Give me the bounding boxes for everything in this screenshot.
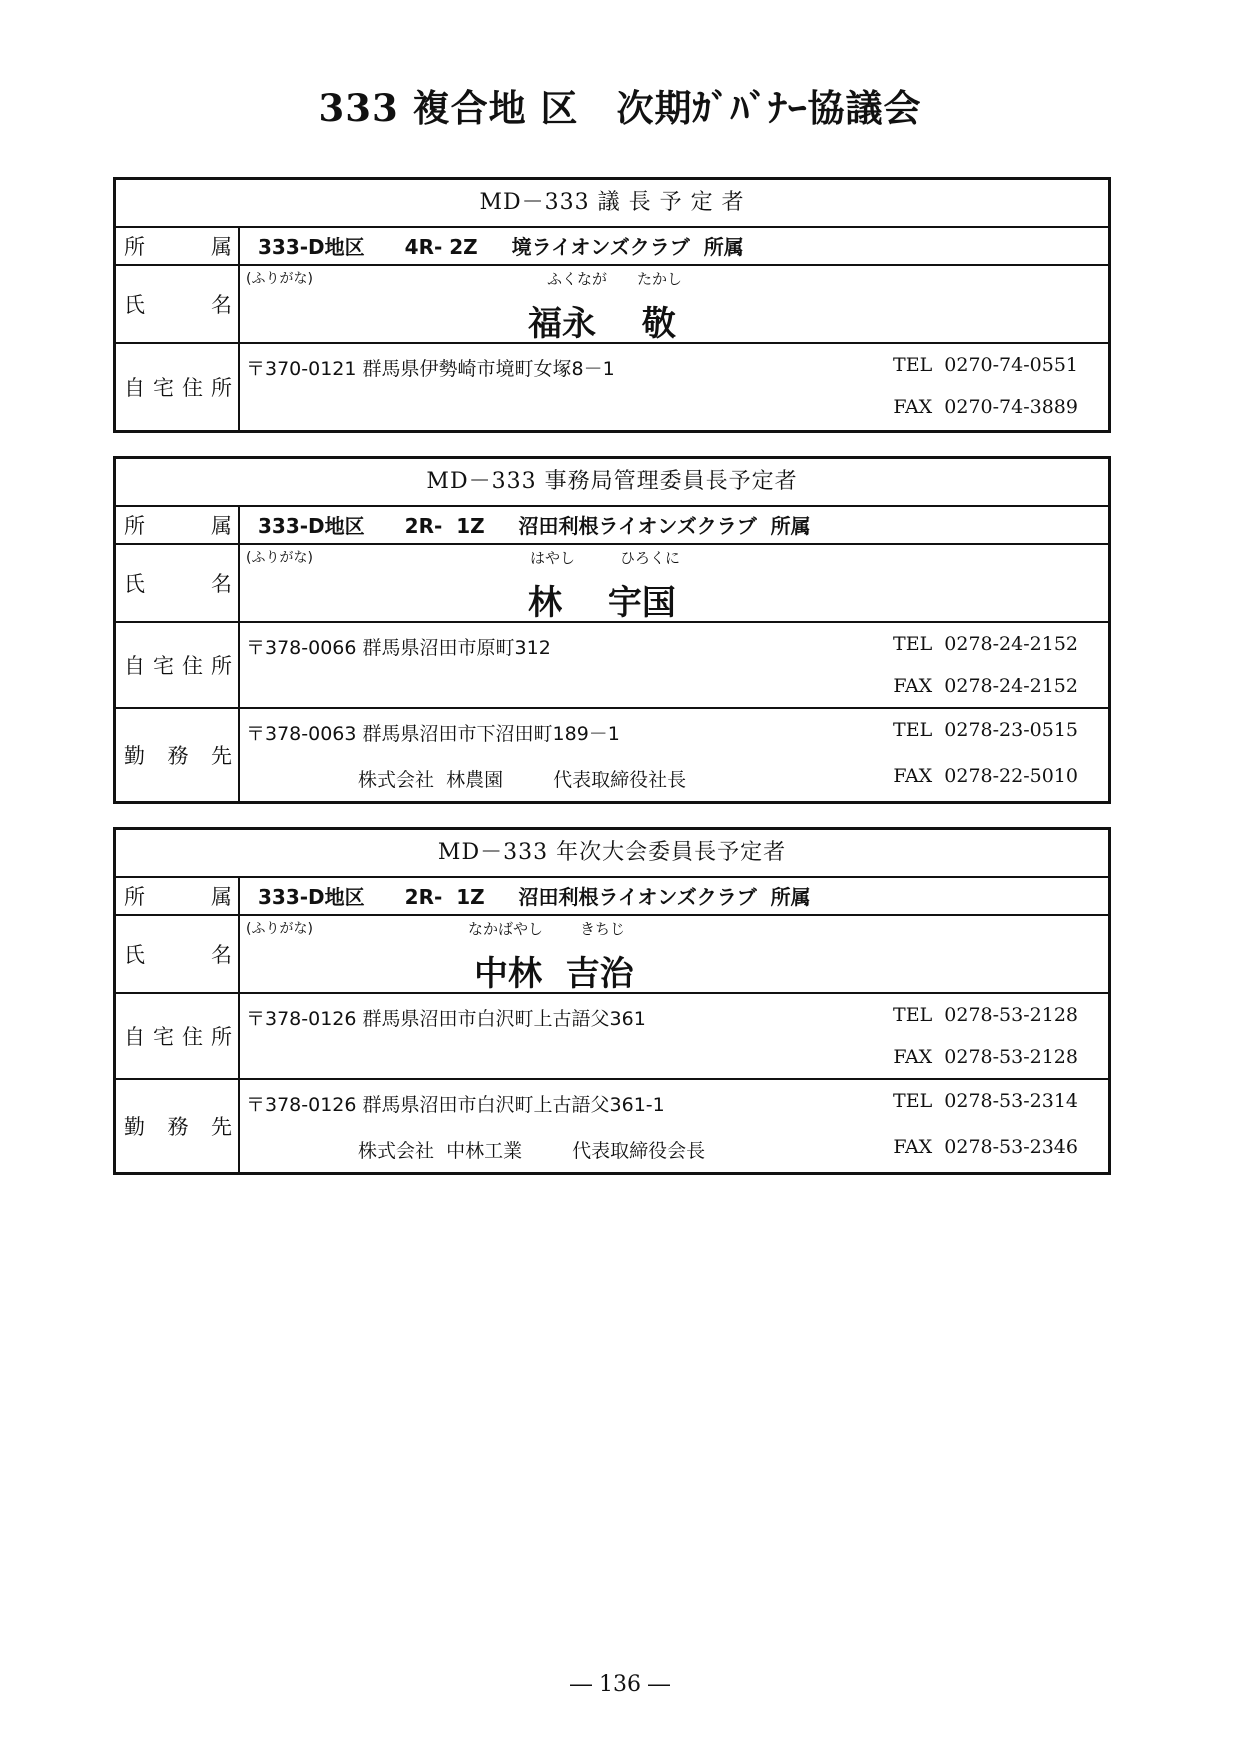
- furigana-tag: (ふりがな): [246, 550, 313, 566]
- home-address: 〒378-0126 群馬県沼田市白沢町上古語父361: [246, 1008, 646, 1030]
- furigana-family: ふくなが: [547, 270, 608, 288]
- home-address-label: 自 宅 住 所: [116, 344, 240, 430]
- home-address-row: [116, 623, 1108, 709]
- workplace-label: 勤 務 先: [116, 709, 240, 801]
- home-address-row: [116, 994, 1108, 1080]
- secretariat-card: [113, 456, 1111, 804]
- furigana-family: なかばやし: [468, 920, 544, 938]
- name-label: 氏 名: [116, 545, 240, 621]
- affiliation-value: 333-D地区 2R- 1Z 沼田利根ライオンズクラブ 所属: [258, 514, 811, 538]
- furigana-given: きちじ: [580, 920, 626, 938]
- card-header: MD－333 年次大会委員長予定者: [116, 830, 1108, 878]
- home-tel: TEL 0278-24-2152: [893, 633, 1078, 655]
- name-label: 氏 名: [116, 266, 240, 342]
- name-label: 氏 名: [116, 916, 240, 992]
- affiliation-label: 所 属: [116, 228, 240, 264]
- home-fax: FAX 0278-24-2152: [893, 675, 1078, 697]
- work-company: 株式会社 中林工業 代表取締役会長: [358, 1140, 706, 1162]
- home-address-row: [116, 344, 1108, 430]
- furigana-family: はやし: [530, 549, 576, 567]
- affiliation-label: 所 属: [116, 878, 240, 914]
- home-tel: TEL 0278-53-2128: [893, 1004, 1078, 1026]
- work-address: 〒378-0126 群馬県沼田市白沢町上古語父361-1: [246, 1094, 665, 1116]
- furigana-given: ひろくに: [620, 549, 681, 567]
- affiliation-row: [116, 228, 1108, 266]
- page-title: 333 複合地 区 次期ｶﾞﾊﾞﾅｰ協議会: [318, 86, 922, 130]
- home-address-label: 自 宅 住 所: [116, 994, 240, 1078]
- work-address: 〒378-0063 群馬県沼田市下沼田町189－1: [246, 723, 620, 745]
- home-fax: FAX 0270-74-3889: [893, 396, 1078, 418]
- affiliation-label: 所 属: [116, 507, 240, 543]
- home-address: 〒378-0066 群馬県沼田市原町312: [246, 637, 551, 659]
- person-name: 林 宇国: [528, 583, 676, 623]
- workplace-label: 勤 務 先: [116, 1080, 240, 1172]
- work-fax: FAX 0278-53-2346: [893, 1136, 1078, 1158]
- person-name: 福永 敬: [528, 304, 676, 344]
- furigana-tag: (ふりがな): [246, 271, 313, 287]
- card-header: MD－333 議 長 予 定 者: [116, 180, 1108, 228]
- name-row: [116, 545, 1108, 623]
- page-number: ― 136 ―: [570, 1672, 670, 1697]
- home-fax: FAX 0278-53-2128: [893, 1046, 1078, 1068]
- home-tel: TEL 0270-74-0551: [893, 354, 1078, 376]
- home-address: 〒370-0121 群馬県伊勢崎市境町女塚8－1: [246, 358, 615, 380]
- affiliation-value: 333-D地区 4R- 2Z 境ライオンズクラブ 所属: [258, 235, 744, 259]
- card-header: MD－333 事務局管理委員長予定者: [116, 459, 1108, 507]
- person-name: 中林 吉治: [474, 954, 634, 994]
- work-fax: FAX 0278-22-5010: [893, 765, 1078, 787]
- affiliation-row: [116, 878, 1108, 916]
- work-tel: TEL 0278-23-0515: [893, 719, 1078, 741]
- home-address-label: 自 宅 住 所: [116, 623, 240, 707]
- convention-card: [113, 827, 1111, 1175]
- name-row: [116, 266, 1108, 344]
- furigana-given: たかし: [637, 270, 683, 288]
- workplace-row: [116, 709, 1108, 801]
- workplace-row: [116, 1080, 1108, 1172]
- affiliation-value: 333-D地区 2R- 1Z 沼田利根ライオンズクラブ 所属: [258, 885, 811, 909]
- affiliation-row: [116, 507, 1108, 545]
- chairman-card: [113, 177, 1111, 433]
- work-company: 株式会社 林農園 代表取締役社長: [358, 769, 687, 791]
- work-tel: TEL 0278-53-2314: [893, 1090, 1078, 1112]
- name-row: [116, 916, 1108, 994]
- furigana-tag: (ふりがな): [246, 921, 313, 937]
